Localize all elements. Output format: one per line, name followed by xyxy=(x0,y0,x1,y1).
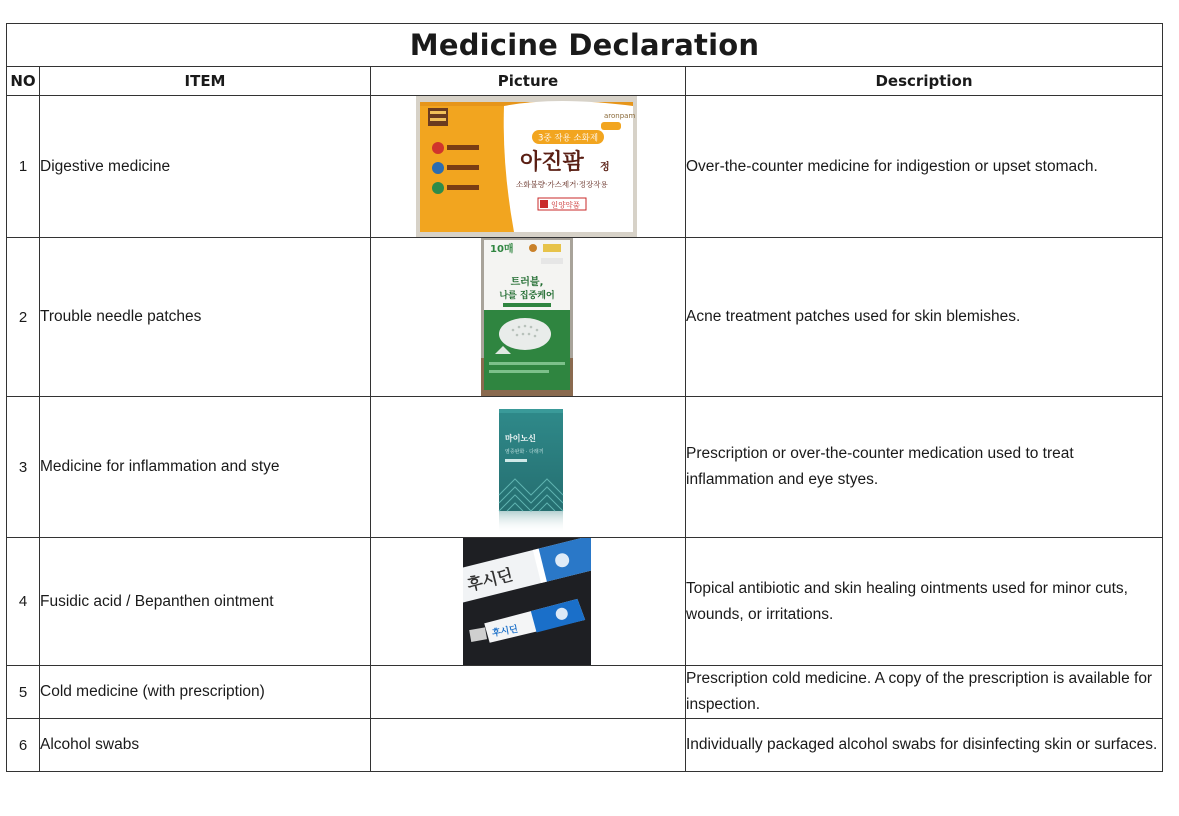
inflammation-name: 마이노신 xyxy=(505,434,536,443)
table-row xyxy=(7,719,1163,772)
item-description: Acne treatment patches used for skin blemishes. xyxy=(686,238,1163,397)
item-description: Over-the-counter medicine for indigestion or upset stomach. xyxy=(686,96,1163,238)
ointment-photo xyxy=(463,538,591,670)
table-row xyxy=(7,666,1163,719)
table-row xyxy=(7,238,1163,397)
picture-cell xyxy=(371,538,686,666)
picture-cell xyxy=(371,397,686,538)
item-name: Trouble needle patches xyxy=(40,238,371,397)
item-name: Cold medicine (with prescription) xyxy=(40,666,371,719)
picture-cell xyxy=(371,666,686,719)
column-header-no: NO xyxy=(7,67,40,96)
digestive-brand: 아진팜 xyxy=(520,150,584,175)
row-number: 6 xyxy=(7,719,40,772)
item-name: Fusidic acid / Bepanthen ointment xyxy=(40,538,371,666)
acne-patch-photo xyxy=(481,238,573,401)
digestive-corner-label: aronpam xyxy=(604,112,636,120)
patch-count: 10매 xyxy=(490,244,514,255)
item-description: Prescription cold medicine. A copy of the prescription is available for inspection. xyxy=(686,666,1163,719)
row-number: 5 xyxy=(7,666,40,719)
picture-cell xyxy=(371,719,686,772)
item-name: Medicine for inflammation and stye xyxy=(40,397,371,538)
picture-cell xyxy=(371,238,686,397)
column-header-item: ITEM xyxy=(40,67,371,96)
digestive-medicine-photo xyxy=(416,96,637,242)
digestive-suffix: 정 xyxy=(600,162,610,173)
header-row xyxy=(7,67,1163,96)
item-description: Topical antibiotic and skin healing ointments used for minor cuts, wounds, or irritations. xyxy=(686,538,1163,666)
digestive-tag: 3중 작용 소화제 xyxy=(537,133,599,144)
patch-title-line1: 트러블, xyxy=(510,277,544,288)
row-number: 3 xyxy=(7,397,40,538)
patch-title-line2: 나를 집중케어 xyxy=(499,291,555,301)
digestive-maker: 일양약품 xyxy=(551,200,580,210)
table-row xyxy=(7,538,1163,666)
column-header-description: Description xyxy=(686,67,1163,96)
table-row xyxy=(7,96,1163,238)
row-number: 4 xyxy=(7,538,40,666)
medicine-declaration-table xyxy=(6,23,1163,772)
item-name: Digestive medicine xyxy=(40,96,371,238)
picture-cell xyxy=(371,96,686,238)
ointment-box-name: 후시딘 xyxy=(465,564,515,595)
inflammation-medicine-photo xyxy=(497,407,565,540)
item-description: Individually packaged alcohol swabs for disinfecting skin or surfaces. xyxy=(686,719,1163,772)
table-row xyxy=(7,397,1163,538)
column-header-picture: Picture xyxy=(371,67,686,96)
page-title: Medicine Declaration xyxy=(7,24,1163,67)
row-number: 2 xyxy=(7,238,40,397)
row-number: 1 xyxy=(7,96,40,238)
item-name: Alcohol swabs xyxy=(40,719,371,772)
digestive-sub: 소화불량·가스제거·정장작용 xyxy=(516,180,608,189)
ointment-tube-name: 후시딘 xyxy=(491,624,519,640)
inflammation-sub: 염증완화 · 다래끼 xyxy=(505,449,544,455)
item-description: Prescription or over-the-counter medication used to treat inflammation and eye styes. xyxy=(686,397,1163,538)
